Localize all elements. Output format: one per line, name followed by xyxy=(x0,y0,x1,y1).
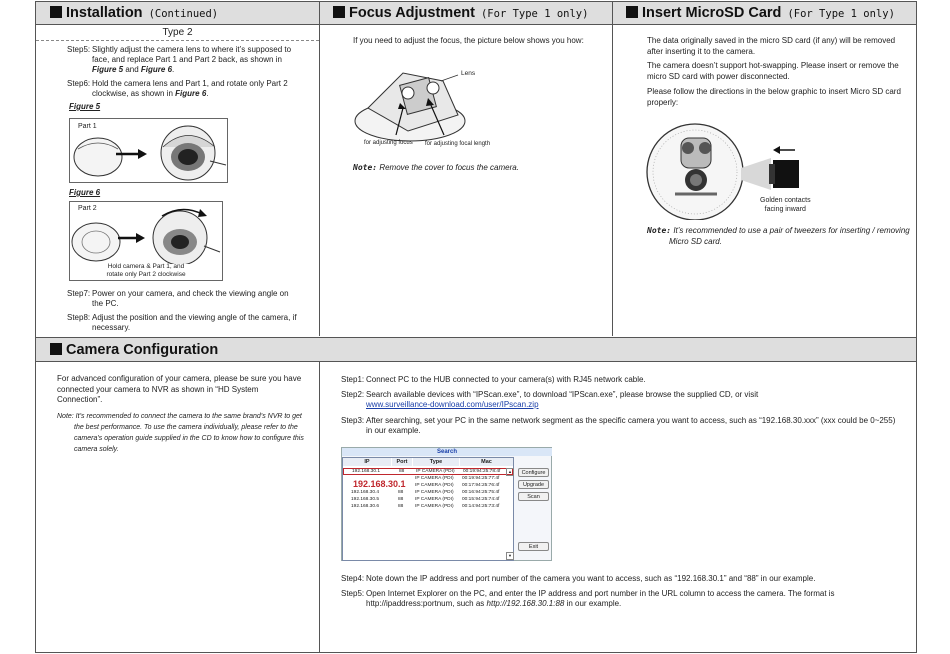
figure6-caption: Hold camera & Part 1, and rotate only Part 2 clockwise xyxy=(106,263,186,278)
scan-button[interactable]: Scan xyxy=(518,492,549,501)
config-heading: Camera Configuration xyxy=(36,342,218,358)
upgrade-button[interactable]: Upgrade xyxy=(518,480,549,489)
col-port: Port xyxy=(392,458,412,466)
type-label: Type 2 xyxy=(162,27,193,38)
exit-button[interactable]: Exit xyxy=(518,542,549,551)
microsd-note: Note: It’s recommended to use a pair of tweezers for inserting / removing Micro SD card. xyxy=(647,226,910,246)
scroll-up-icon[interactable]: ▲ xyxy=(506,468,514,476)
divider-2 xyxy=(612,2,613,336)
focus-intro: If you need to adjust the focus, the picture below shows you how: xyxy=(353,36,584,45)
table-row[interactable]: IP CAMERA (PDI) 00:17:94:25:76:4f xyxy=(415,483,500,488)
ipscan-title: Search xyxy=(342,448,552,456)
focal-label: for adjusting focal length xyxy=(425,141,491,147)
type-divider xyxy=(36,40,319,41)
microsd-paragraph-2: The camera doesn’t support hot-swapping. Please insert or remove the micro SD card with power disconnected. xyxy=(647,61,899,81)
heading-square-icon xyxy=(50,6,62,18)
microsd-heading: Insert MicroSD Card (For Type 1 only) xyxy=(612,5,895,21)
table-row[interactable]: IP CAMERA (PDI) 00:19:94:25:77:4f xyxy=(415,476,500,481)
focus-label: for adjusting focus xyxy=(364,140,413,146)
figure6-label: Figure 6 xyxy=(69,188,101,197)
installation-heading: Installation (Continued) xyxy=(36,5,218,21)
col-type: Type xyxy=(413,458,459,466)
microsd-paragraph-1: The data originally saved in the micro SD card (if any) will be removed after inserting it to the camera. xyxy=(647,36,896,56)
config-note: Note: It’s recommended to connect the camera to the same brand’s NVR to get the best performance. To use the camera individually, please refer to the camera’s operation guide supplied in the CD to know how to configure this camera solely. xyxy=(57,413,304,453)
table-row[interactable]: 192.168.30.1 88 IP CAMERA (PDI) 00:19:94:25:78:4f xyxy=(343,468,513,475)
focus-illustration xyxy=(348,53,508,153)
figure5-illustration xyxy=(70,119,227,182)
ipscan-table xyxy=(342,457,514,561)
table-row[interactable]: 192.168.30.5 88 IP CAMERA (PDI) 00:15:94:25:74:4f xyxy=(351,497,500,502)
figure6-box xyxy=(69,201,223,281)
divider-1 xyxy=(319,2,320,336)
figure5-part-label: Part 1 xyxy=(78,123,97,130)
golden-contacts-label: Golden contacts facing inward xyxy=(760,197,811,213)
heading-square-icon xyxy=(626,6,638,18)
ipscan-download-link[interactable]: www.surveillance-download.com/user/IPscan.zip xyxy=(366,400,539,409)
configure-button[interactable]: Configure xyxy=(518,468,549,477)
figure6-illustration xyxy=(70,202,222,264)
focus-note: Note: Remove the cover to focus the camera. xyxy=(353,163,519,172)
focus-heading: Focus Adjustment (For Type 1 only) xyxy=(319,5,588,21)
figure5-label: Figure 5 xyxy=(69,102,101,111)
ipscan-window xyxy=(341,447,552,561)
lens-label: Lens xyxy=(461,70,476,77)
figure6-part-label: Part 2 xyxy=(78,205,97,212)
figure5-box xyxy=(69,118,228,183)
config-intro: For advanced configuration of your camera, please be sure you have connected your camera to NVR as shown in “HD System Connection”. xyxy=(57,374,302,404)
table-row[interactable]: 192.168.30.6 88 IP CAMERA (PDI) 00:14:94:25:73:4f xyxy=(351,504,500,509)
divider-3 xyxy=(319,362,320,653)
col-ip: IP xyxy=(343,458,391,466)
highlight-ip-callout: 192.168.30.1 xyxy=(353,479,406,489)
table-row[interactable]: 192.168.30.4 88 IP CAMERA (PDI) 00:16:94:25:75:4f xyxy=(351,490,500,495)
heading-square-icon xyxy=(333,6,345,18)
heading-square-icon xyxy=(50,343,62,355)
microsd-paragraph-3: Please follow the directions in the below graphic to insert Micro SD card properly: xyxy=(647,87,901,107)
col-mac: Mac xyxy=(460,458,513,466)
scroll-down-icon[interactable]: ▼ xyxy=(506,552,514,560)
